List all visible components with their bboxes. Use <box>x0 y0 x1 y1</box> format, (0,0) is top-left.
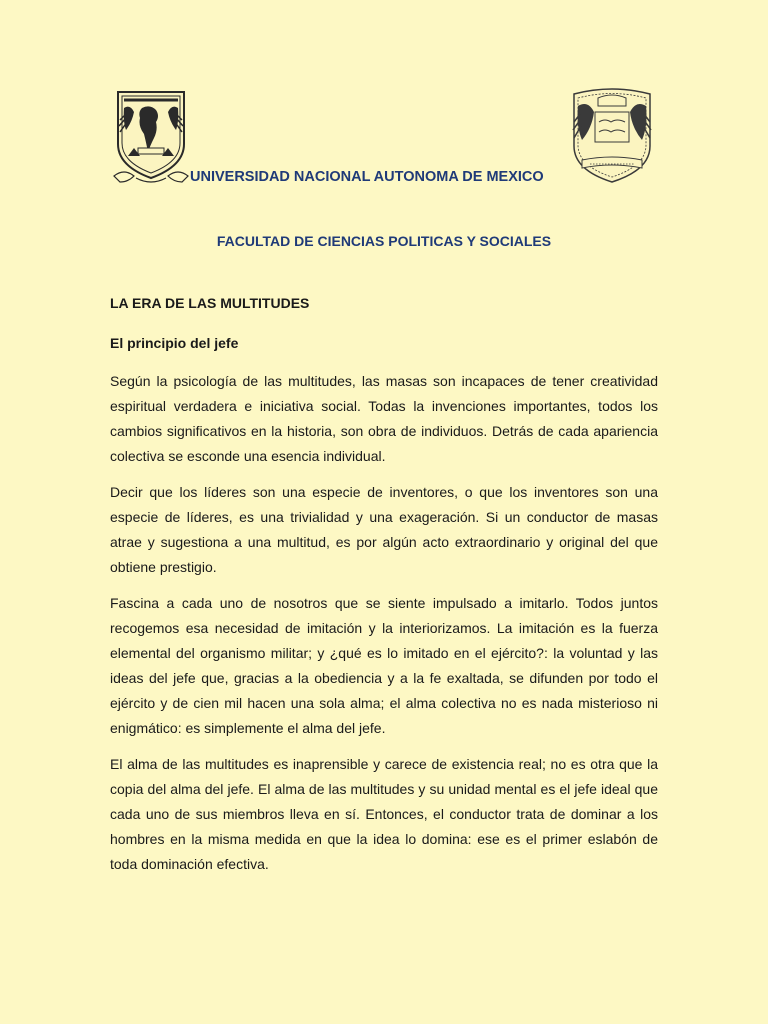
faculty-title: FACULTAD DE CIENCIAS POLITICAS Y SOCIALES <box>216 233 552 249</box>
paragraph: Fascina a cada uno de nosotros que se siente impulsado a imitarlo. Todos juntos recogemos esa necesidad de imitación y la interiorizamos. La imitación es la fuerza elemental del organismo militar; y ¿qué es lo imitado en el ejército?: la voluntad y las ideas del jefe que, gracias a la obediencia y a la fe exaltada, se difunden por todo el ejército y de cien mil hacen una sola alma; el alma colectiva no es nada misterioso ni enigmático: es simplemente el alma del jefe. <box>110 595 658 736</box>
unam-seal-icon <box>110 86 192 186</box>
paragraph: El alma de las multitudes es inaprensible y carece de existencia real; no es otra que la copia del alma del jefe. El alma de las multitudes y su unidad mental es el jefe ideal que cada uno de sus miembros lleva en sí. Entonces, el conductor trata de dominar a los hombres en la misma medida en que la idea lo domina: ese es el primer eslabón de toda dominación efectiva. <box>110 756 658 872</box>
document-heading: LA ERA DE LAS MULTITUDES <box>110 295 310 311</box>
university-title: UNIVERSIDAD NACIONAL AUTONOMA DE MEXICO <box>190 169 544 185</box>
document-body <box>110 292 658 888</box>
paragraph: Decir que los líderes son una especie de inventores, o que los inventores son una especie de líderes, es una trivialidad y una exageración. Si un conductor de masas atrae y sugestiona a una multitud, es por algún acto extraordinario y original del que obtiene prestigio. <box>110 484 658 575</box>
fcpys-seal-icon <box>568 84 656 188</box>
section-subheading: El principio del jefe <box>110 335 239 351</box>
paragraph: Según la psicología de las multitudes, las masas son incapaces de tener creatividad espiritual verdadera e iniciativa social. Todas la invenciones importantes, todos los cambios significativos en la historia, son obra de individuos. Detrás de cada apariencia colectiva se esconde una esencia individual. <box>110 373 658 464</box>
